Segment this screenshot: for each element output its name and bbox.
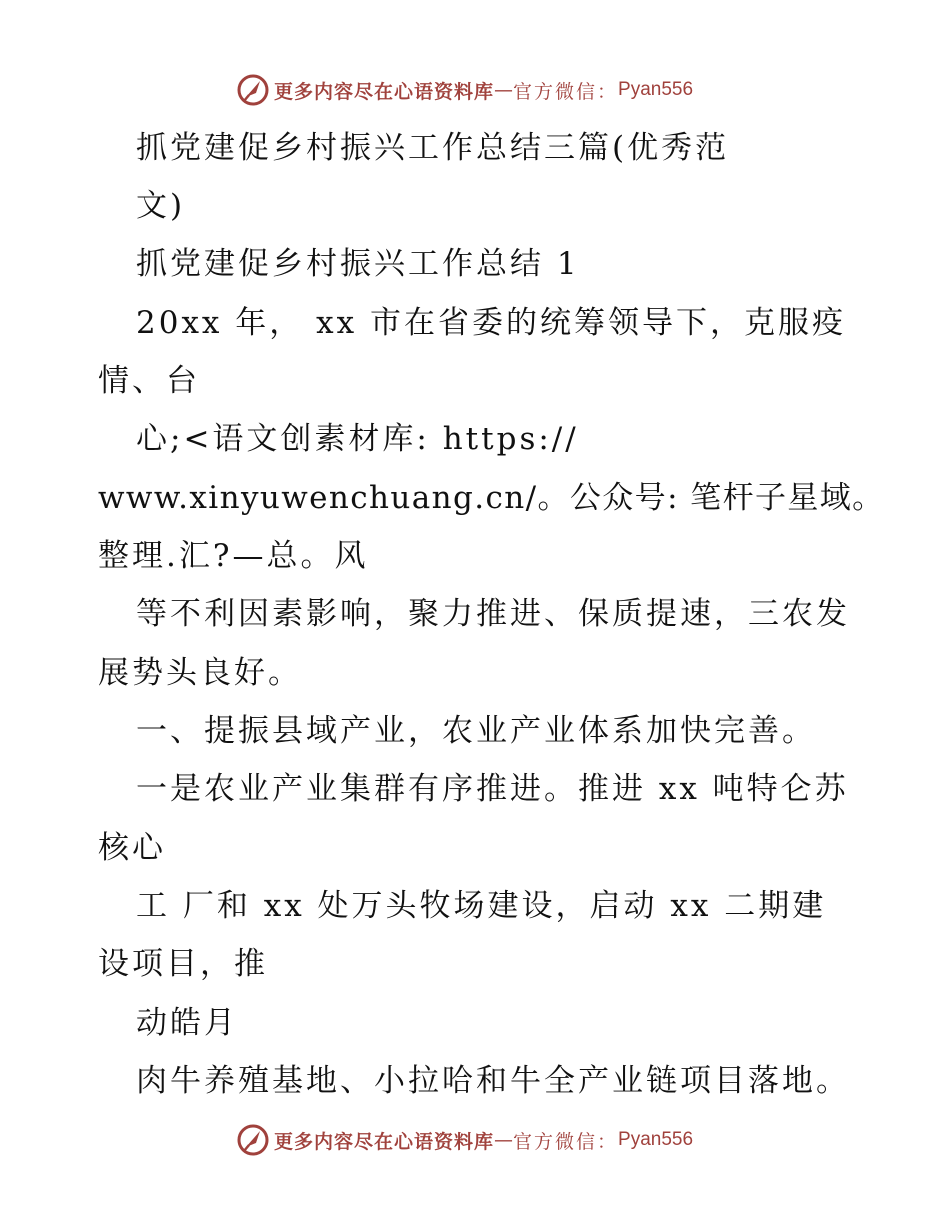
watermark-text: 更多内容尽在心语资料库 xyxy=(274,80,495,103)
document-title: 抓党建促乡村振兴工作总结三篇(优秀范 xyxy=(136,130,730,166)
paragraph-line: 动皓月 xyxy=(136,1005,238,1041)
paragraph-line: 肉牛养殖基地、小拉哈和牛全产业链项目落地。 xyxy=(136,1063,850,1099)
paragraph-line: 设项目，推 xyxy=(98,946,268,982)
document-title-cont: 文) xyxy=(136,188,186,224)
paragraph-line: 一是农业产业集群有序推进。推进 xx 吨特仑苏 xyxy=(136,771,849,807)
watermark-wechat-label: 官方微信： xyxy=(513,1130,619,1153)
paragraph-line: 等不利因素影响，聚力推进、保质提速，三农发 xyxy=(136,596,850,632)
logo-quill-icon xyxy=(236,1123,270,1157)
paragraph-line: 核心 xyxy=(98,830,166,866)
paragraph-line: 展势头良好。 xyxy=(98,655,302,691)
watermark-text: 更多内容尽在心语资料库 xyxy=(274,1130,495,1153)
header-watermark xyxy=(236,72,693,108)
watermark-dash: — xyxy=(494,1129,514,1151)
watermark-wechat-label: 官方微信： xyxy=(513,80,619,103)
logo-quill-icon xyxy=(236,73,270,107)
paragraph-line: 工 厂和 xx 处万头牧场建设，启动 xx 二期建 xyxy=(136,888,827,924)
paragraph-line: 心;<语文创素材库: https:// xyxy=(136,421,579,457)
watermark-wechat-id: Pyan556 xyxy=(618,79,694,100)
section-heading: 抓党建促乡村振兴工作总结 1 xyxy=(136,246,580,282)
paragraph-line: 情、台 xyxy=(98,363,200,399)
watermark-dash: — xyxy=(494,79,514,101)
paragraph-line: 20xx 年， xx 市在省委的统筹领导下，克服疫 xyxy=(136,305,846,341)
footer-watermark xyxy=(236,1122,693,1158)
paragraph-line: www.xinyuwenchuang.cn/。公众号: 笔杆子星域。 xyxy=(98,480,885,516)
watermark-wechat-id: Pyan556 xyxy=(618,1129,694,1150)
paragraph-line: 整理.汇?—总。风 xyxy=(98,538,369,574)
subheading: 一、提振县域产业，农业产业体系加快完善。 xyxy=(136,713,816,749)
